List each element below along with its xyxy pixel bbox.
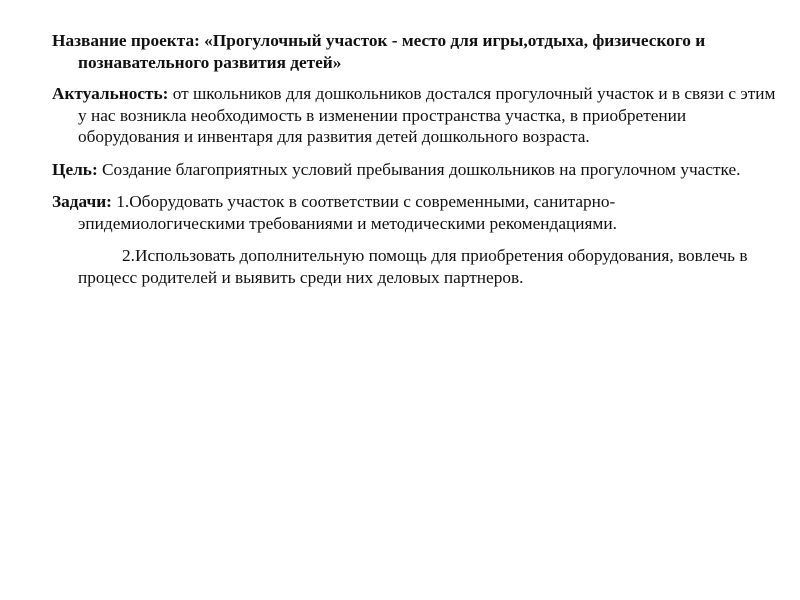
goal-text: Создание благоприятных условий пребывания дошкольников на прогулочном участке. <box>97 159 741 179</box>
goal-label: Цель: <box>52 159 98 179</box>
slide-content <box>52 30 782 299</box>
task-item-1: 1.Оборудовать участок в соответствии с современными, санитарно-эпидемиологическими требованиями и методическими рекомендациями. <box>78 192 617 233</box>
task-item-2: 2.Использовать дополнительную помощь для приобретения оборудования, вовлечь в процесс родителей и выявить среди них деловых партнеров. <box>78 246 748 287</box>
relevance-paragraph <box>52 83 782 148</box>
relevance-label: Актуальность: <box>52 84 169 103</box>
relevance-text: от школьников для дошкольников достался прогулочный участок и в связи с этим у нас возникла необходимость в изменении пространства участка, в приобретении оборудования и инвентаря для развития детей дошкольного возраста. <box>78 84 776 146</box>
project-title: Название проекта: «Прогулочный участок - место для игры,отдыха, физического и познавательного развития детей» <box>52 31 706 72</box>
goal-paragraph <box>52 159 782 181</box>
tasks-paragraph <box>52 191 782 234</box>
tasks-label: Задачи: <box>52 192 112 211</box>
